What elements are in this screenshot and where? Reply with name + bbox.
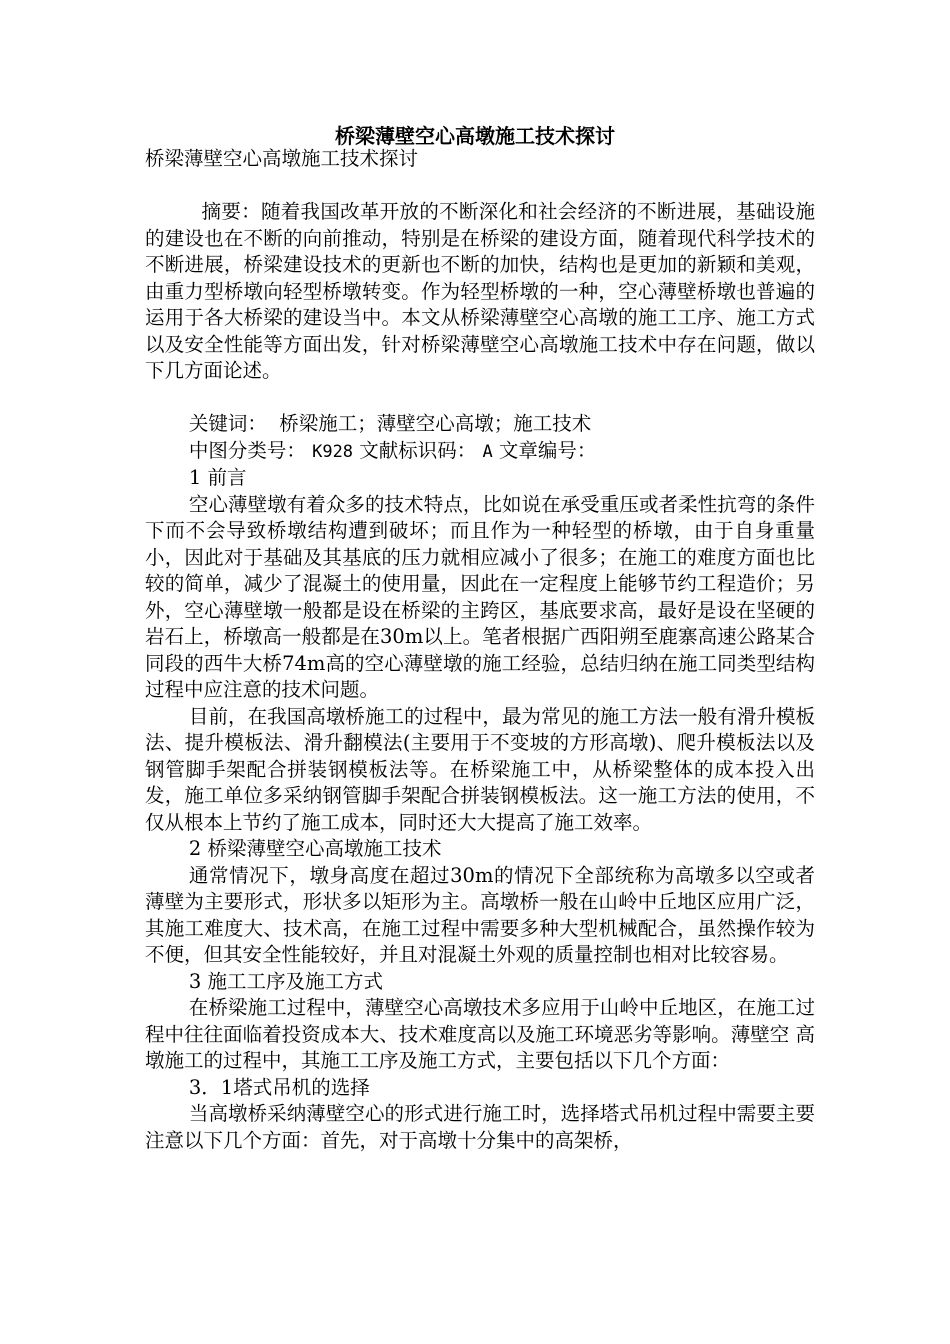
classification-label: 中图分类号： [188, 438, 306, 462]
section-heading: 2 桥梁薄壁空心高墩施工技术 [188, 837, 442, 860]
section-heading: 3 施工工序及施工方式 [188, 969, 383, 993]
section-paragraph: 空心薄壁墩有着众多的技术特点，比如说在承受重压或者柔性抗弯的条件下而不会导致桥墩结构遭到破坏；而且作为一种轻型的桥墩，由于自身重量小，因此对于基础及其基底的压力就相应减小了很多；在施工的难度方面也比较的简单，减少了混凝土的使用量，因此在一定程度上能够节约工程造价；另外，空心薄壁墩一般都是设在桥梁的主跨区，基底要求高，最好是设在坚硬的岩石上，桥墩高一般都是在30m以上。笔者根据广西阳朔至鹿寨高速公路某合同段的西牛大桥74m高的空心薄壁墩的施工经验，总结归纳在施工同类型结构过程中应注意的技术问题。 [145, 492, 815, 701]
document-subtitle: 桥梁薄壁空心高墩施工技术探讨 [145, 147, 419, 170]
document-title: 桥梁薄壁空心高墩施工技术探讨 [335, 124, 615, 148]
keywords-value: 桥梁施工；薄壁空心高墩；施工技术 [279, 412, 592, 435]
doc-code-value: A [482, 441, 493, 462]
blank-line [145, 385, 815, 412]
classification-value: K928 [312, 441, 354, 462]
section-paragraph: 当高墩桥采纳薄壁空心的形式进行施工时，选择塔式吊机过程中需要主要注意以下几个方面：首先，对于高墩十分集中的高架桥， [145, 1102, 815, 1152]
section-paragraph: 在桥梁施工过程中，薄壁空心高墩技术多应用于山岭中丘地区，在施工过程中往往面临着投资成本大、技术难度高以及施工环境恶劣等影响。薄壁空 高墩施工的过程中，其施工工序及施工方式，主要包括以下几个方面： [145, 996, 815, 1072]
doc-code-label: 文献标识码： [359, 438, 477, 462]
section-paragraph: 通常情况下，墩身高度在超过30m的情况下全部统称为高墩多以空或者薄壁为主要形式，形状多以矩形为主。高墩桥一般在山岭中丘地区应用广泛，其施工难度大、技术高，在施工过程中需要多种大型机械配合，虽然操作较为不便，但其安全性能较好，并且对混凝土外观的质量控制也相对比较容易。 [145, 863, 815, 966]
abstract-paragraph: 摘要：随着我国改革开放的不断深化和社会经济的不断进展，基础设施的建设也在不断的向前推动，特别是在桥梁的建设方面，随着现代科学技术的不断进展，桥梁建设技术的更新也不断的加快，结构也是更加的新颖和美观，由重力型桥墩向轻型桥墩转变。作为轻型桥墩的一种，空心薄壁桥墩也普遍的运用于各大桥梁的建设当中。本文从桥梁薄壁空心高墩的施工工序、施工方式以及安全性能等方面出发，针对桥梁薄壁空心高墩施工技术中存在问题，做以下几方面论述。 [145, 200, 815, 382]
blank-line [145, 173, 815, 200]
subsection-heading: 3．1塔式吊机的选择 [188, 1075, 370, 1099]
keywords-label: 关键词： [188, 412, 267, 435]
article-no-label: 文章编号： [498, 438, 597, 462]
keywords-line [145, 411, 815, 438]
section-heading: 1 前言 [188, 466, 247, 489]
section-paragraph: 目前，在我国高墩桥施工的过程中，最为常见的施工方法一般有滑升模板法、提升模板法、滑升翻模法(主要用于不变坡的方形高墩)、爬升模板法以及钢管脚手架配合拼装钢模板法等。在桥梁施工中，从桥梁整体的成本投入出发，施工单位多采纳钢管脚手架配合拼装钢模板法。这一施工方法的使用，不仅从根本上节约了施工成本，同时还大大提高了施工效率。 [145, 704, 815, 834]
classification-line [145, 438, 815, 466]
document-body [145, 146, 815, 1154]
